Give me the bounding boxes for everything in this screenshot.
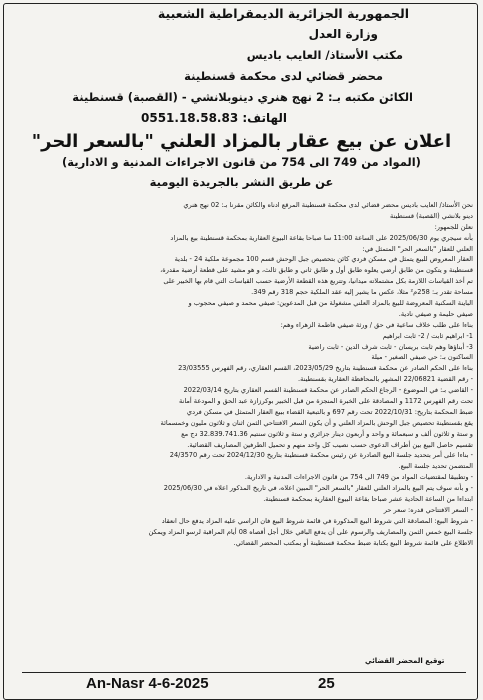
header-republic: الجمهورية الجزائرية الديمقراطية الشعبية (157, 6, 409, 21)
body-line: مساحة تقدر بـ: 258م² مثلا، عكس ما يشير إليه عقد الملكية حجم 318 رقم 349. (251, 288, 473, 297)
body-line: 3- أبناؤها وهم ثابت بريسان - ثابت شرف الدين - ثابت راضية (308, 342, 473, 351)
body-line: صيفي حليمة و صيفي نادية. (398, 309, 473, 318)
body-line: - و بأنه سوف يتم البيع بالمزاد العلني للعقار "بالسعر الحر" المبين اعلاه، في تاريخ المذكور اعلاه في 2025/06/30 (163, 484, 473, 493)
body-line: تقسيم حاصل البيع بين أطراف الدعوى حسب نصيب كل واحد منهم و تحميل الطرفين المصاريف القضائية. (187, 440, 473, 449)
body-line: نعلن للجمهور: (434, 222, 473, 231)
body-line: تحت رقم الفهرس 1172 و المصادقة على الخبرة المنجزة من قبل الخبير بوكرزازة عبد الحق و المودعة أمانة (178, 397, 473, 406)
body-line: الاطلاع على قائمة شروط البيع بكتابة ضبط محكمة قسنطينة أو بمكتب المحضر القضائي. (233, 538, 473, 547)
body-line: تم أخذ القياسات اللازمة بكل مشتملاته ميدانيا، وتتربع هذه القطعة الأرضية حسب القياسات التي قام بها الخبير على (163, 277, 473, 286)
body-line: المتضمن تحديد جلسة البيع. (398, 462, 473, 471)
body-line: العقار المعروض للبيع يتمثل في مسكن فردي كائن بتحصيص جبل الوحش قسم 100 مجموعة ملكية 24 - بلدية (174, 255, 473, 264)
page-number: 25 (318, 675, 335, 692)
body-line: بناءا على الحكم الصادر عن محكمة قسنطينة بتاريخ 2023/05/29، القسم العقاري، رقم الفهرس 23/03555 (178, 364, 473, 373)
body-line: - وتطبيقا لمقتضيات المواد من 749 الى 754 من قانون الاجراءات المدنية و الادارية. (244, 473, 473, 482)
header-bailiff: محضر قضائي لدى محكمة قسنطينة (184, 69, 383, 83)
header-address: الكائن مكتبه بـ: 2 نهج هنري دينوبلانشي - (القصبة) قسنطينة (72, 90, 413, 104)
body-line: 1- ابراهيم ثابت / 2- ثابت ابراهيم (382, 331, 473, 340)
body-line: العلني للعقار "بالسعر الحر" المتمثل في: (362, 244, 473, 253)
announcement-title: اعلان عن بيع عقار بالمزاد العلني "بالسعر الحر" (31, 131, 452, 152)
body-line: - شروط البيع: المصادقة التي شروط البيع المذكورة في قائمة شروط البيع فان الراسي عليه المزاد يدفع حال انعقاد (161, 516, 473, 525)
body-line: جلسة البيع خمس الثمن والمصاريف والرسوم على أن يدفع الباقي خلال أجل أقصاه 08 أيام المراقبة لرسو المزاد ويمكن (148, 527, 473, 536)
body-line: يقع بقسنطينة تحصيص جبل الوحش بالمزاد العلني و أن يكون السعر الافتتاحي الثمن اثنان و ثلاثون مليون وخمسمائة (160, 418, 473, 427)
announcement-body (10, 200, 473, 549)
header-office: مكتب الأستاذ/ العايب باديس (246, 48, 403, 62)
body-line: بناءا على طلب خلاف ساعية في حق / ورثة صيفي فاطمة الزهراء وهم: (280, 320, 473, 329)
body-line: نحن الأستاذ/ العايب باديس محضر قضائي لدى محكمة قسنطينة المرقع ادناه والكائن مقرنا بـ: 02 نهج هنري (183, 201, 473, 209)
legal-articles-subtitle: (المواد من 749 الى 754 من قانون الاجراءات المدنية و الادارية) (62, 155, 421, 169)
body-line: قسنطينة و يتكون من طابق أرضي يعلوه طابق أول و طابق ثاني و طابق ثالث، و هو مشيد على قطعة أرضية مقدرة، (160, 266, 473, 275)
body-line: بأنه سيجري يوم 2025/06/30 على الساعة 11:00 سا صباحا بقاعة البيوع العقارية بمحكمة قسنطينة بيع بالمزاد (170, 233, 473, 242)
body-line: ابتداءا من الساعة الحادية عشر صباحا بقاعة البيوع العقارية بمحكمة قسنطينة. (263, 495, 473, 504)
body-line: و ستة و ثلاثون ألف و سبعمائة و واحد و أربعون دينار جزائري و ستة و ثلاثون سنتيم 32.839.741.36 دج مع (181, 429, 473, 438)
page-footer (22, 672, 466, 693)
signature-label: توقيع المحضر القضائي (365, 657, 445, 665)
body-line: - القاضي بـ: في الموضوع - الرجاع الحكم الصادر عن محكمة قسنطينة القسم العقاري بتاريخ 2022/03/14 (183, 386, 473, 395)
header-phone: الهاتف: 0551.18.58.83 (141, 111, 287, 125)
body-line: - رقم القضية 22/06821 المشهر بالمحافظة العقارية بقسنطينة. (297, 375, 473, 384)
body-line: دينو بلانشي (القصبة) قسنطينة (390, 211, 473, 220)
body-line: الباينة السكنية المعروضة للبيع بالمزاد العلني مشغولة من قبل المدعوين: صيفي محمد و صيفي محجوب و (188, 299, 473, 308)
body-line: ضبط المحكمة بتاريخ: 2022/10/31 تحت رقم 697 و بالتبعية القضاء ببيع العقار المتمثل في مسكن فردي (186, 407, 473, 416)
body-line: - بناءا على أمر بتحديد جلسة البيع الصادرة عن رئيس محكمة قسنطينة بتاريخ 2024/12/30 تحت رقم 24/3570 (169, 451, 473, 460)
newspaper-date: An-Nasr 4-6-2025 (86, 675, 209, 692)
publication-subtitle: عن طريق النشر بالجريدة اليومية (149, 175, 334, 189)
body-line: الساكنون بـ: حي صيفي الصغير - ميلة (371, 353, 473, 362)
body-line: - السعر الافتتاحي قدره: سعر حر (383, 505, 473, 514)
header-ministry: وزارة العدل (308, 27, 378, 41)
